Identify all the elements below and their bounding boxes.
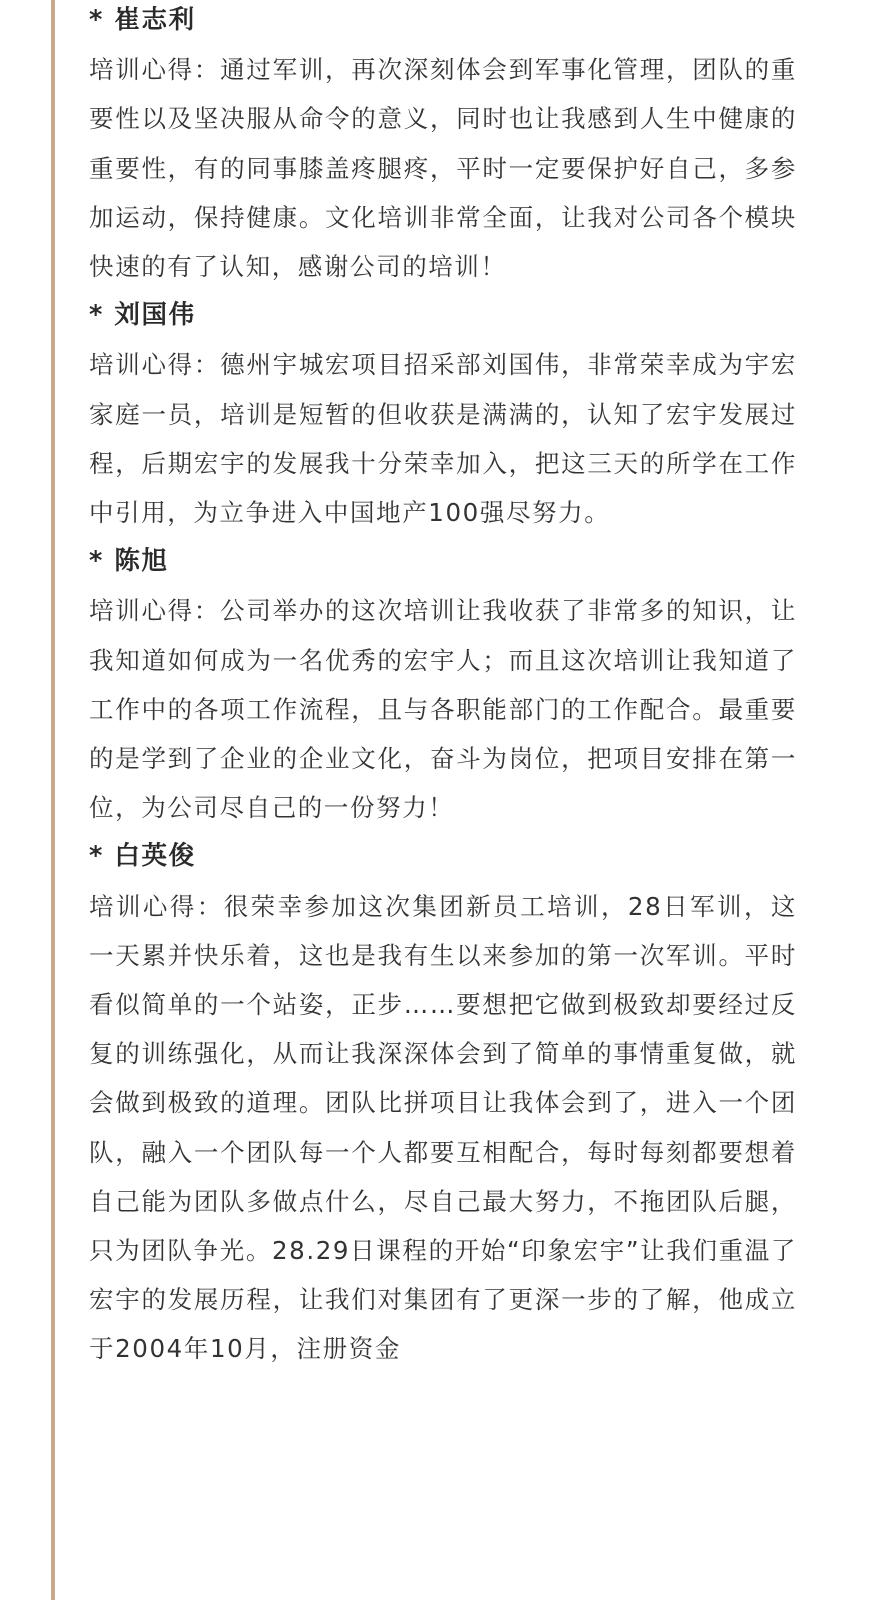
entry-name-bai-yingjun: * 白英俊 — [89, 841, 196, 872]
left-border-rule — [51, 0, 55, 1600]
entry-name-cui-zhili: * 崔志利 — [89, 5, 196, 35]
entry-text-bai-yingjun: 培训心得：很荣幸参加这次集团新员工培训，28日军训，这一天累并快乐着，这也是我有生以来参加的第一次军训。平时看似简单的一个站姿，正步……要想把它做到极致却要经过反复的训练强化，从而让我深深体会到了简单的事情重复做，就会做到极致的道理。团队比拼项目让我体会到了，进入一个团队，融入一个团队每一个人都要互相配合，每时每刻都要想着自己能为团队多做点什么，尽自己最大努力，不拖团队后腿，只为团队争光。28.29日课程的开始“印象宏宇”让我们重温了宏宇的发展历程，让我们对集团有了更深一步的了解，他成立于2004年10月，注册资金 — [89, 891, 797, 1364]
entry-text-cui-zhili: 培训心得：通过军训，再次深刻体会到军事化管理，团队的重要性以及坚决服从命令的意义，同时也让我感到人生中健康的重要性，有的同事膝盖疼腿疼，平时一定要保护好自己，多参加运动，保持健康。文化培训非常全面，让我对公司各个模块快速的有了认知，感谢公司的培训！ — [89, 55, 797, 282]
entry-name-chen-xu: * 陈旭 — [89, 546, 169, 577]
article-body — [89, 0, 797, 1374]
entry-text-liu-guowei: 培训心得：德州宇城宏项目招采部刘国伟，非常荣幸成为宇宏家庭一员，培训是短暂的但收获是满满的，认知了宏宇发展过程，后期宏宇的发展我十分荣幸加入，把这三天的所学在工作中引用，为立争进入中国地产100强尽努力。 — [89, 350, 797, 528]
entry-text-chen-xu: 培训心得：公司举办的这次培训让我收获了非常多的知识，让我知道如何成为一名优秀的宏宇人；而且这次培训让我知道了工作中的各项工作流程，且与各职能部门的工作配合。最重要的是学到了企业的企业文化，奋斗为岗位，把项目安排在第一位，为公司尽自己的一份努力！ — [89, 596, 797, 823]
entry-name-liu-guowei: * 刘国伟 — [89, 300, 196, 331]
